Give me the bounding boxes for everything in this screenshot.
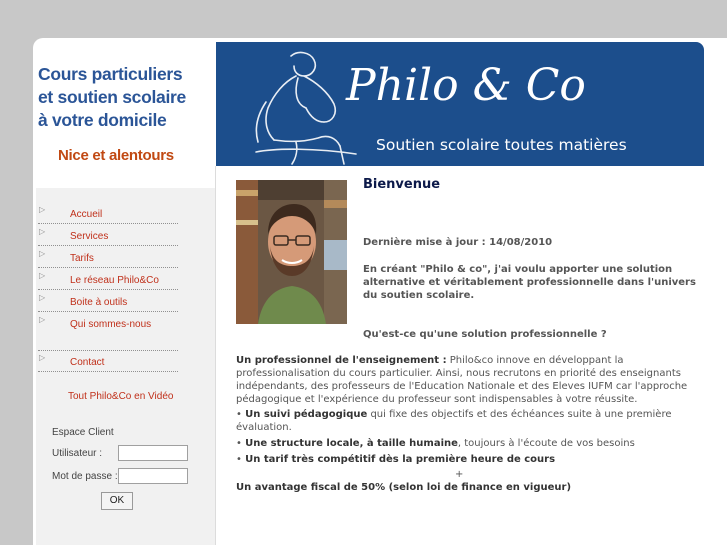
bullet-text: qui fixe des objectifs et des échéances suite à une première évaluation.	[236, 409, 672, 433]
password-input[interactable]	[118, 468, 188, 484]
nav-item-qui-sommes-nous[interactable]	[38, 315, 178, 351]
nav-bullet-icon: ▷	[39, 271, 46, 280]
bullet-icon: •	[236, 438, 242, 449]
nav-label[interactable]: Services	[70, 231, 109, 242]
nav-bullet-icon: ▷	[39, 205, 46, 214]
bullet-item	[236, 453, 706, 466]
logo-text: Philo & Co	[346, 60, 586, 111]
username-input[interactable]	[118, 445, 188, 461]
tagline-line-3: à votre domicile	[38, 110, 167, 130]
welcome-heading: Bienvenue	[363, 177, 441, 192]
nav-item-services[interactable]	[38, 227, 178, 246]
portrait-illustration	[236, 180, 347, 324]
column-divider	[215, 166, 216, 545]
tax-advantage: Un avantage fiscal de 50% (selon loi de finance en vigueur)	[236, 482, 572, 493]
bullet-icon: •	[236, 409, 242, 420]
login-title: Espace Client	[52, 427, 114, 438]
user-label: Utilisateur :	[52, 448, 103, 459]
update-date: Dernière mise à jour : 14/08/2010	[363, 237, 553, 248]
video-link[interactable]: Tout Philo&Co en Vidéo	[68, 391, 174, 402]
nav-label[interactable]: Boite à outils	[70, 297, 128, 308]
password-label: Mot de passe :	[52, 471, 118, 482]
bullet-icon: •	[236, 454, 242, 465]
bullet-item	[236, 408, 706, 434]
tagline-line-2: et soutien scolaire	[38, 87, 186, 107]
nav-bullet-icon: ▷	[39, 293, 46, 302]
nav-label[interactable]: Qui sommes-nous	[70, 319, 152, 330]
tagline-line-1: Cours particuliers	[38, 64, 183, 84]
nav-item-accueil[interactable]	[38, 205, 178, 224]
nav-bullet-icon: ▷	[39, 315, 46, 324]
pro-paragraph	[236, 354, 706, 406]
nav-item-boite-outils[interactable]	[38, 293, 178, 312]
bullet-bold: Une structure locale, à taille humaine	[245, 438, 458, 449]
nav-bullet-icon: ▷	[39, 353, 46, 362]
bullet-bold: Un suivi pédagogique	[245, 409, 368, 420]
nav-label[interactable]: Accueil	[70, 209, 103, 220]
bullet-text: , toujours à l'écoute de vos besoins	[457, 438, 635, 449]
plus-sign: +	[455, 469, 464, 480]
nav-item-tarifs[interactable]	[38, 249, 178, 268]
nav-label[interactable]: Contact	[70, 357, 105, 368]
profile-photo	[236, 180, 347, 324]
bullet-item	[236, 437, 706, 450]
login-ok-button[interactable]: OK	[101, 492, 133, 510]
pro-heading: Un professionnel de l'enseignement :	[236, 355, 447, 366]
intro-paragraph: En créant "Philo & co", j'ai voulu apporter une solution alternative et véritablement professionnelle dans l'univers du soutien scolaire.	[363, 264, 696, 301]
tagline	[38, 63, 198, 132]
question-line: Qu'est-ce qu'une solution professionnelle ?	[363, 329, 607, 340]
nav-bullet-icon: ▷	[39, 249, 46, 258]
nav-label[interactable]: Le réseau Philo&Co	[70, 275, 159, 286]
nav-label[interactable]: Tarifs	[70, 253, 94, 264]
nav-item-contact[interactable]	[38, 353, 178, 372]
pro-text: Philo&co innove en développant la professionalisation du cours particulier. Ainsi, nous recrutons en priorité des enseignants indépendants, des professeurs de l'Education Nationale et des Eleves IUFM car l'approche pédagogique et l'expérience du professeur sont indispensables à votre réussite.	[236, 355, 688, 405]
region-label: Nice et alentours	[58, 147, 174, 164]
nav-bullet-icon: ▷	[39, 227, 46, 236]
bullet-bold: Un tarif très compétitif dès la première heure de cours	[245, 454, 556, 465]
nav-item-reseau[interactable]	[38, 271, 178, 290]
header-banner[interactable]	[216, 42, 704, 166]
banner-subtitle: Soutien scolaire toutes matières	[376, 136, 627, 154]
